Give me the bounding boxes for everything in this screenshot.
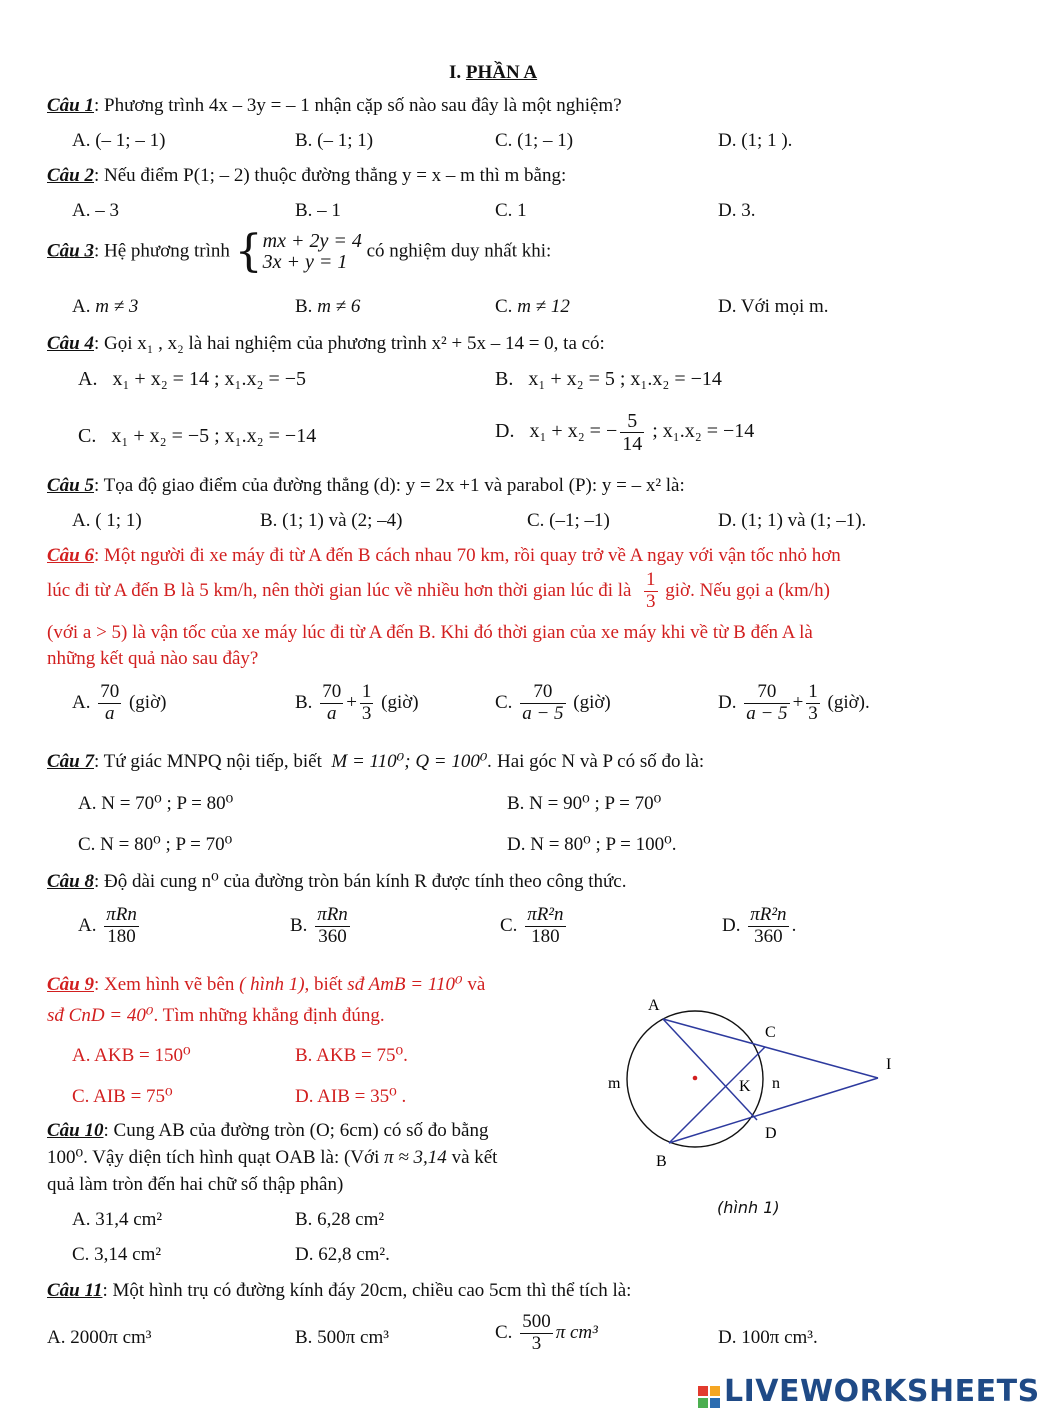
q1-option-c: C. (1; – 1) [495, 130, 574, 151]
question-text: : Một hình trụ có đường kính đáy 20cm, chiều cao 5cm thì thể tích là: [102, 1280, 632, 1301]
q6-line-4: những kết quả nào sau đây? [47, 648, 259, 669]
center-point [693, 1076, 698, 1081]
q10-option-b: B. 6,28 cm² [295, 1209, 385, 1230]
equation-1: mx + 2y = 4 [262, 230, 362, 252]
q4-option-b: B. x₁ + x₂ = 5 ; x₁.x₂ = −14 [495, 368, 722, 390]
q4-option-a: A. x₁ + x₂ = 14 ; x₁.x₂ = −5 [78, 368, 307, 390]
q10-line-3: quả làm tròn đến hai chữ số thập phân) [47, 1174, 344, 1195]
question-label: Câu 10 [47, 1120, 104, 1141]
q5-option-b: B. (1; 1) và (2; –4) [260, 510, 403, 531]
q5-option-d: D. (1; 1) và (1; –1). [718, 510, 867, 531]
question-label: Câu 11 [47, 1280, 103, 1301]
q4-option-c: C. x₁ + x₂ = −5 ; x₁.x₂ = −14 [78, 425, 317, 447]
question-label: Câu 2 [47, 165, 94, 186]
question-label: Câu 5 [47, 475, 94, 496]
q1-option-a: A. (– 1; – 1) [72, 130, 166, 151]
q1-option-b: B. (– 1; 1) [295, 130, 374, 151]
q10-line-2: 100⁰. Vậy diện tích hình quạt OAB là: (Với π ≈ 3,14 và kết [47, 1147, 498, 1168]
q6-option-a: A. $\frac{70}{a}$ (giờ) [72, 681, 167, 724]
q6-option-d: D. $\frac{70}{a - 5}$ + $\frac{1}{3}$ (giờ). [718, 681, 870, 724]
question-label: Câu 9 [47, 974, 94, 995]
q8-option-c: C. $\frac{\text{πR²n}}{180}$ [500, 904, 564, 947]
q6-option-c: C. $\frac{70}{a - 5}$ (giờ) [495, 681, 611, 724]
q6-option-b: B. $\frac{70}{a}$ + $\frac{1}{3}$ (giờ) [295, 681, 419, 724]
q4-option-d: D. x₁ + x₂ = − $\frac{5}{14}$ ; x₁.x₂ = −14 [495, 410, 755, 455]
geometry-figure [600, 990, 910, 1230]
q9-option-b: B. AKB = 75⁰. [295, 1045, 408, 1066]
q7-option-a: A. N = 70⁰ ; P = 80⁰ [78, 793, 234, 814]
q3-option-c: C. m ≠ 12 [495, 296, 570, 317]
q5-option-a: A. ( 1; 1) [72, 510, 142, 531]
system-brace: { [234, 226, 263, 277]
question-8 [47, 870, 626, 893]
question-label: Câu 7 [47, 751, 94, 772]
q8-option-d: D. $\frac{\text{πR²n}}{360}$ . [722, 904, 797, 947]
q6-line-3: (với a > 5) là vận tốc của xe máy lúc đi từ A đến B. Khi đó thời gian của xe máy khi về từ B đến A là [47, 622, 813, 643]
q9-option-c: C. AIB = 75⁰ [72, 1086, 173, 1107]
question-5 [47, 475, 685, 497]
figure-caption: (hình 1) [717, 1198, 780, 1217]
q7-option-b: B. N = 90⁰ ; P = 70⁰ [507, 793, 662, 814]
point-label-C: C [765, 1024, 776, 1041]
question-text: : Tứ giác MNPQ nội tiếp, biết [94, 751, 322, 772]
q2-option-c: C. 1 [495, 200, 527, 221]
question-label: Câu 3 [47, 240, 94, 262]
question-6 [47, 545, 841, 567]
q6-line-2: lúc đi từ A đến B là 5 km/h, nên thời gian lúc về nhiều hơn thời gian lúc đi là $\frac{1}{3}$ giờ. Nếu gọi a (km/h) [47, 569, 830, 612]
question-4 [47, 333, 605, 355]
q10-option-a: A. 31,4 cm² [72, 1209, 163, 1230]
q1-option-d: D. (1; 1 ). [718, 130, 793, 151]
question-7 [47, 750, 704, 773]
q7-option-d: D. N = 80⁰ ; P = 100⁰. [507, 834, 677, 855]
section-heading: PHẦN A [465, 62, 538, 83]
point-label-I: I [886, 1056, 892, 1073]
question-text: : Độ dài cung n⁰ của đường tròn bán kính R được tính theo công thức. [94, 871, 627, 892]
question-text: : Nếu điểm P(1; – 2) thuộc đường thẳng y = x – m thì m bằng: [94, 165, 567, 186]
q9-option-d: D. AIB = 35⁰ . [295, 1086, 407, 1107]
q10-option-d: D. 62,8 cm². [295, 1244, 390, 1265]
arc-label-n: n [772, 1075, 780, 1092]
q2-option-d: D. 3. [718, 200, 756, 221]
question-text: : Phương trình 4x – 3y = – 1 nhận cặp số nào sau đây là một nghiệm? [94, 95, 622, 116]
question-9: Câu 9: Xem hình vẽ bên ( hình 1), biết sđ AmB = 110⁰ và [47, 974, 486, 995]
q2-option-b: B. – 1 [295, 200, 341, 221]
question-label: Câu 8 [47, 871, 94, 892]
arc-measure-2: sđ CnD = 40⁰ [47, 1005, 154, 1026]
logo-text: LIVEWORKSHEETS [724, 1374, 1040, 1409]
q9-line-2: sđ CnD = 40⁰. Tìm những khẳng định đúng. [47, 1005, 385, 1026]
arc-label-m: m [608, 1075, 621, 1092]
q11-option-d: D. 100π cm³. [718, 1327, 818, 1348]
question-2 [47, 165, 566, 187]
point-label-B: B [656, 1153, 667, 1170]
liveworksheets-logo [698, 1374, 1040, 1409]
point-label-K: K [739, 1078, 751, 1095]
q11-option-b: B. 500π cm³ [295, 1327, 389, 1348]
question-text-end: Hai góc N và P có số đo là: [492, 751, 705, 772]
section-title [449, 62, 537, 84]
q3-option-a: A. m ≠ 3 [72, 296, 139, 317]
logo-mark-icon [698, 1386, 720, 1408]
q7-option-c: C. N = 80⁰ ; P = 70⁰ [78, 834, 233, 855]
question-3 [47, 226, 552, 277]
q11-option-a: A. 2000π cm³ [47, 1327, 152, 1348]
point-label-D: D [765, 1125, 777, 1142]
question-text: : Gọi x₁ , x₂ là hai nghiệm của phương trình x² + 5x – 14 = 0, ta có: [94, 333, 605, 354]
question-text-line-1: : Cung AB của đường tròn (O; 6cm) có số đo bằng [103, 1120, 489, 1141]
q3-option-b: B. m ≠ 6 [295, 296, 361, 317]
question-label: Câu 1 [47, 95, 94, 116]
q8-option-a: A. $\frac{\text{πRn}}{180}$ [78, 904, 137, 947]
question-11 [47, 1280, 631, 1302]
equation-2: 3x + y = 1 [262, 251, 348, 273]
given-angles: M = 110⁰; Q = 100⁰. [331, 751, 493, 772]
question-1 [47, 95, 622, 117]
question-text: : Hệ phương trình [94, 240, 230, 262]
equation-system [263, 231, 362, 273]
question-label: Câu 4 [47, 333, 94, 354]
q9-option-a: A. AKB = 150⁰ [72, 1045, 191, 1066]
arc-measure-1: sđ AmB = 110⁰ [347, 974, 463, 995]
question-text: : Tọa độ giao điểm của đường thẳng (d): y = 2x +1 và parabol (P): y = – x² là: [94, 475, 685, 496]
q11-option-c: C. $\frac{500}{3}$ π cm³ [495, 1311, 598, 1354]
question-10 [47, 1120, 489, 1142]
q2-option-a: A. – 3 [72, 200, 119, 221]
section-number: I. [449, 62, 462, 83]
question-text-line-1: : Một người đi xe máy đi từ A đến B cách nhau 70 km, rồi quay trở về A ngay với vận tốc nhỏ hơn [94, 545, 841, 566]
question-text-end: có nghiệm duy nhất khi: [366, 240, 552, 262]
point-label-A: A [648, 997, 660, 1014]
question-label: Câu 6 [47, 545, 94, 566]
q10-option-c: C. 3,14 cm² [72, 1244, 162, 1265]
q8-option-b: B. $\frac{\text{πRn}}{360}$ [290, 904, 348, 947]
q5-option-c: C. (–1; –1) [527, 510, 610, 531]
q3-option-d: D. Với mọi m. [718, 296, 829, 317]
